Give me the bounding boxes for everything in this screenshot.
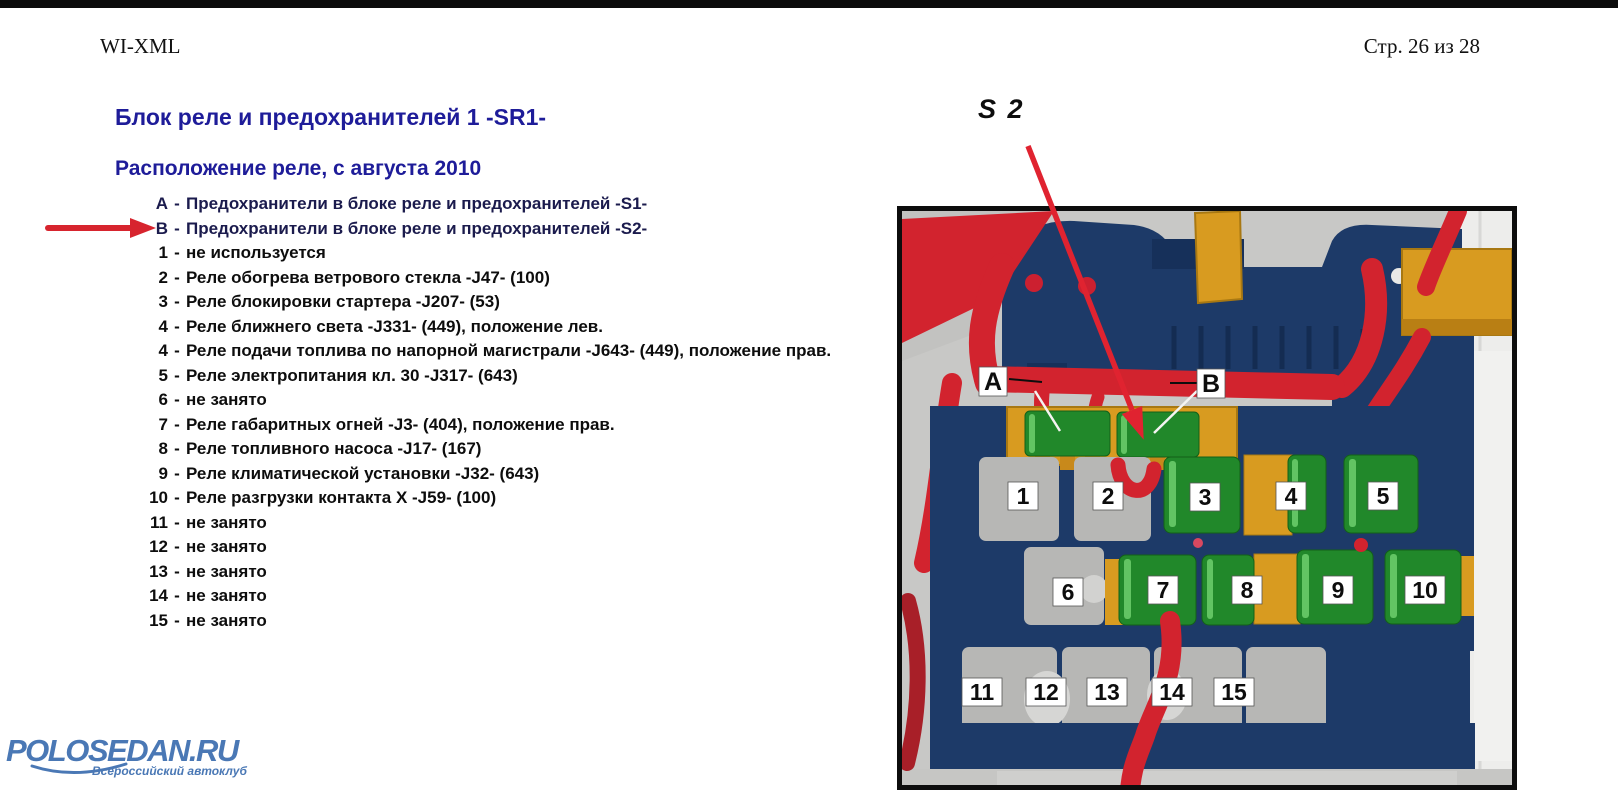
relay-block-diagram <box>902 211 1512 790</box>
legend-item-11: 11 - не занято <box>150 512 267 532</box>
slot-label-11: 11 <box>969 679 995 705</box>
slot-label-1: 1 <box>1016 483 1030 509</box>
slot-label-8: 8 <box>1240 577 1254 603</box>
slot-label-13: 13 <box>1094 679 1120 705</box>
legend-item-15: 15 - не занято <box>149 610 267 630</box>
slot-label-9: 9 <box>1331 577 1345 603</box>
relay-block-photo <box>897 206 1517 790</box>
legend-item-6: 6 - не занято <box>158 390 267 409</box>
page-number: Стр. 26 из 28 <box>1363 34 1480 58</box>
legend-item-4-left: 4 - Реле ближнего света -J331- (449), положение лев. <box>158 316 603 336</box>
slot-label-10: 10 <box>1412 577 1438 603</box>
window-top-edge <box>0 0 1618 8</box>
legend-item-2: 2 - Реле обогрева ветрового стекла -J47- (100) <box>158 267 550 287</box>
legend-item-9: 9 - Реле климатической установки -J32- (643) <box>158 463 540 483</box>
slot-label-5: 5 <box>1376 483 1390 509</box>
figure-label-a: A <box>983 368 1003 396</box>
watermark-tagline: Всероссийский автоклуб <box>92 764 247 778</box>
legend-item-a: A - Предохранители в блоке реле и предохранителей -S1- <box>155 194 648 213</box>
legend-item-7: 7 - Реле габаритных огней -J3- (404), положение прав. <box>158 414 615 434</box>
legend-item-14: 14 - не занято <box>149 586 267 605</box>
document-type-label: WI-XML <box>100 34 181 58</box>
slot-label-3: 3 <box>1198 484 1212 510</box>
watermark-logo-text: POLOSEDAN.RU <box>6 733 238 768</box>
figure-label-b: B <box>1201 370 1221 398</box>
legend-item-3: 3 - Реле блокировки стартера -J207- (53) <box>158 292 500 311</box>
legend-item-13: 13 - не занято <box>149 561 267 581</box>
slot-label-15: 15 <box>1221 679 1247 705</box>
slot-label-12: 12 <box>1033 679 1059 705</box>
legend-item-4-right: 4 - Реле подачи топлива по напорной магистрали -J643- (449), положение прав. <box>158 341 832 360</box>
slot-label-7: 7 <box>1156 577 1170 603</box>
legend-item-12: 12 - не занято <box>149 537 267 556</box>
slot-label-6: 6 <box>1061 579 1075 605</box>
section-subtitle: Расположение реле, с августа 2010 <box>115 157 482 180</box>
legend-item-1: 1 - не используется <box>158 243 326 262</box>
watermark-logo <box>6 733 247 778</box>
relay-legend-list <box>112 192 872 633</box>
slot-label-2: 2 <box>1101 483 1115 509</box>
legend-item-8: 8 - Реле топливного насоса -J17- (167) <box>158 439 482 458</box>
legend-item-5: 5 - Реле электропитания кл. 30 -J317- (643) <box>158 365 518 385</box>
page-title: Блок реле и предохранителей 1 -SR1- <box>115 104 547 130</box>
s2-callout-label: S 2 <box>978 94 1025 124</box>
slot-label-4: 4 <box>1284 483 1298 509</box>
legend-item-b: B - Предохранители в блоке реле и предохранителей -S2- <box>155 218 648 238</box>
slot-label-14: 14 <box>1159 679 1185 705</box>
legend-item-10: 10 - Реле разгрузки контакта X -J59- (100) <box>149 488 497 507</box>
